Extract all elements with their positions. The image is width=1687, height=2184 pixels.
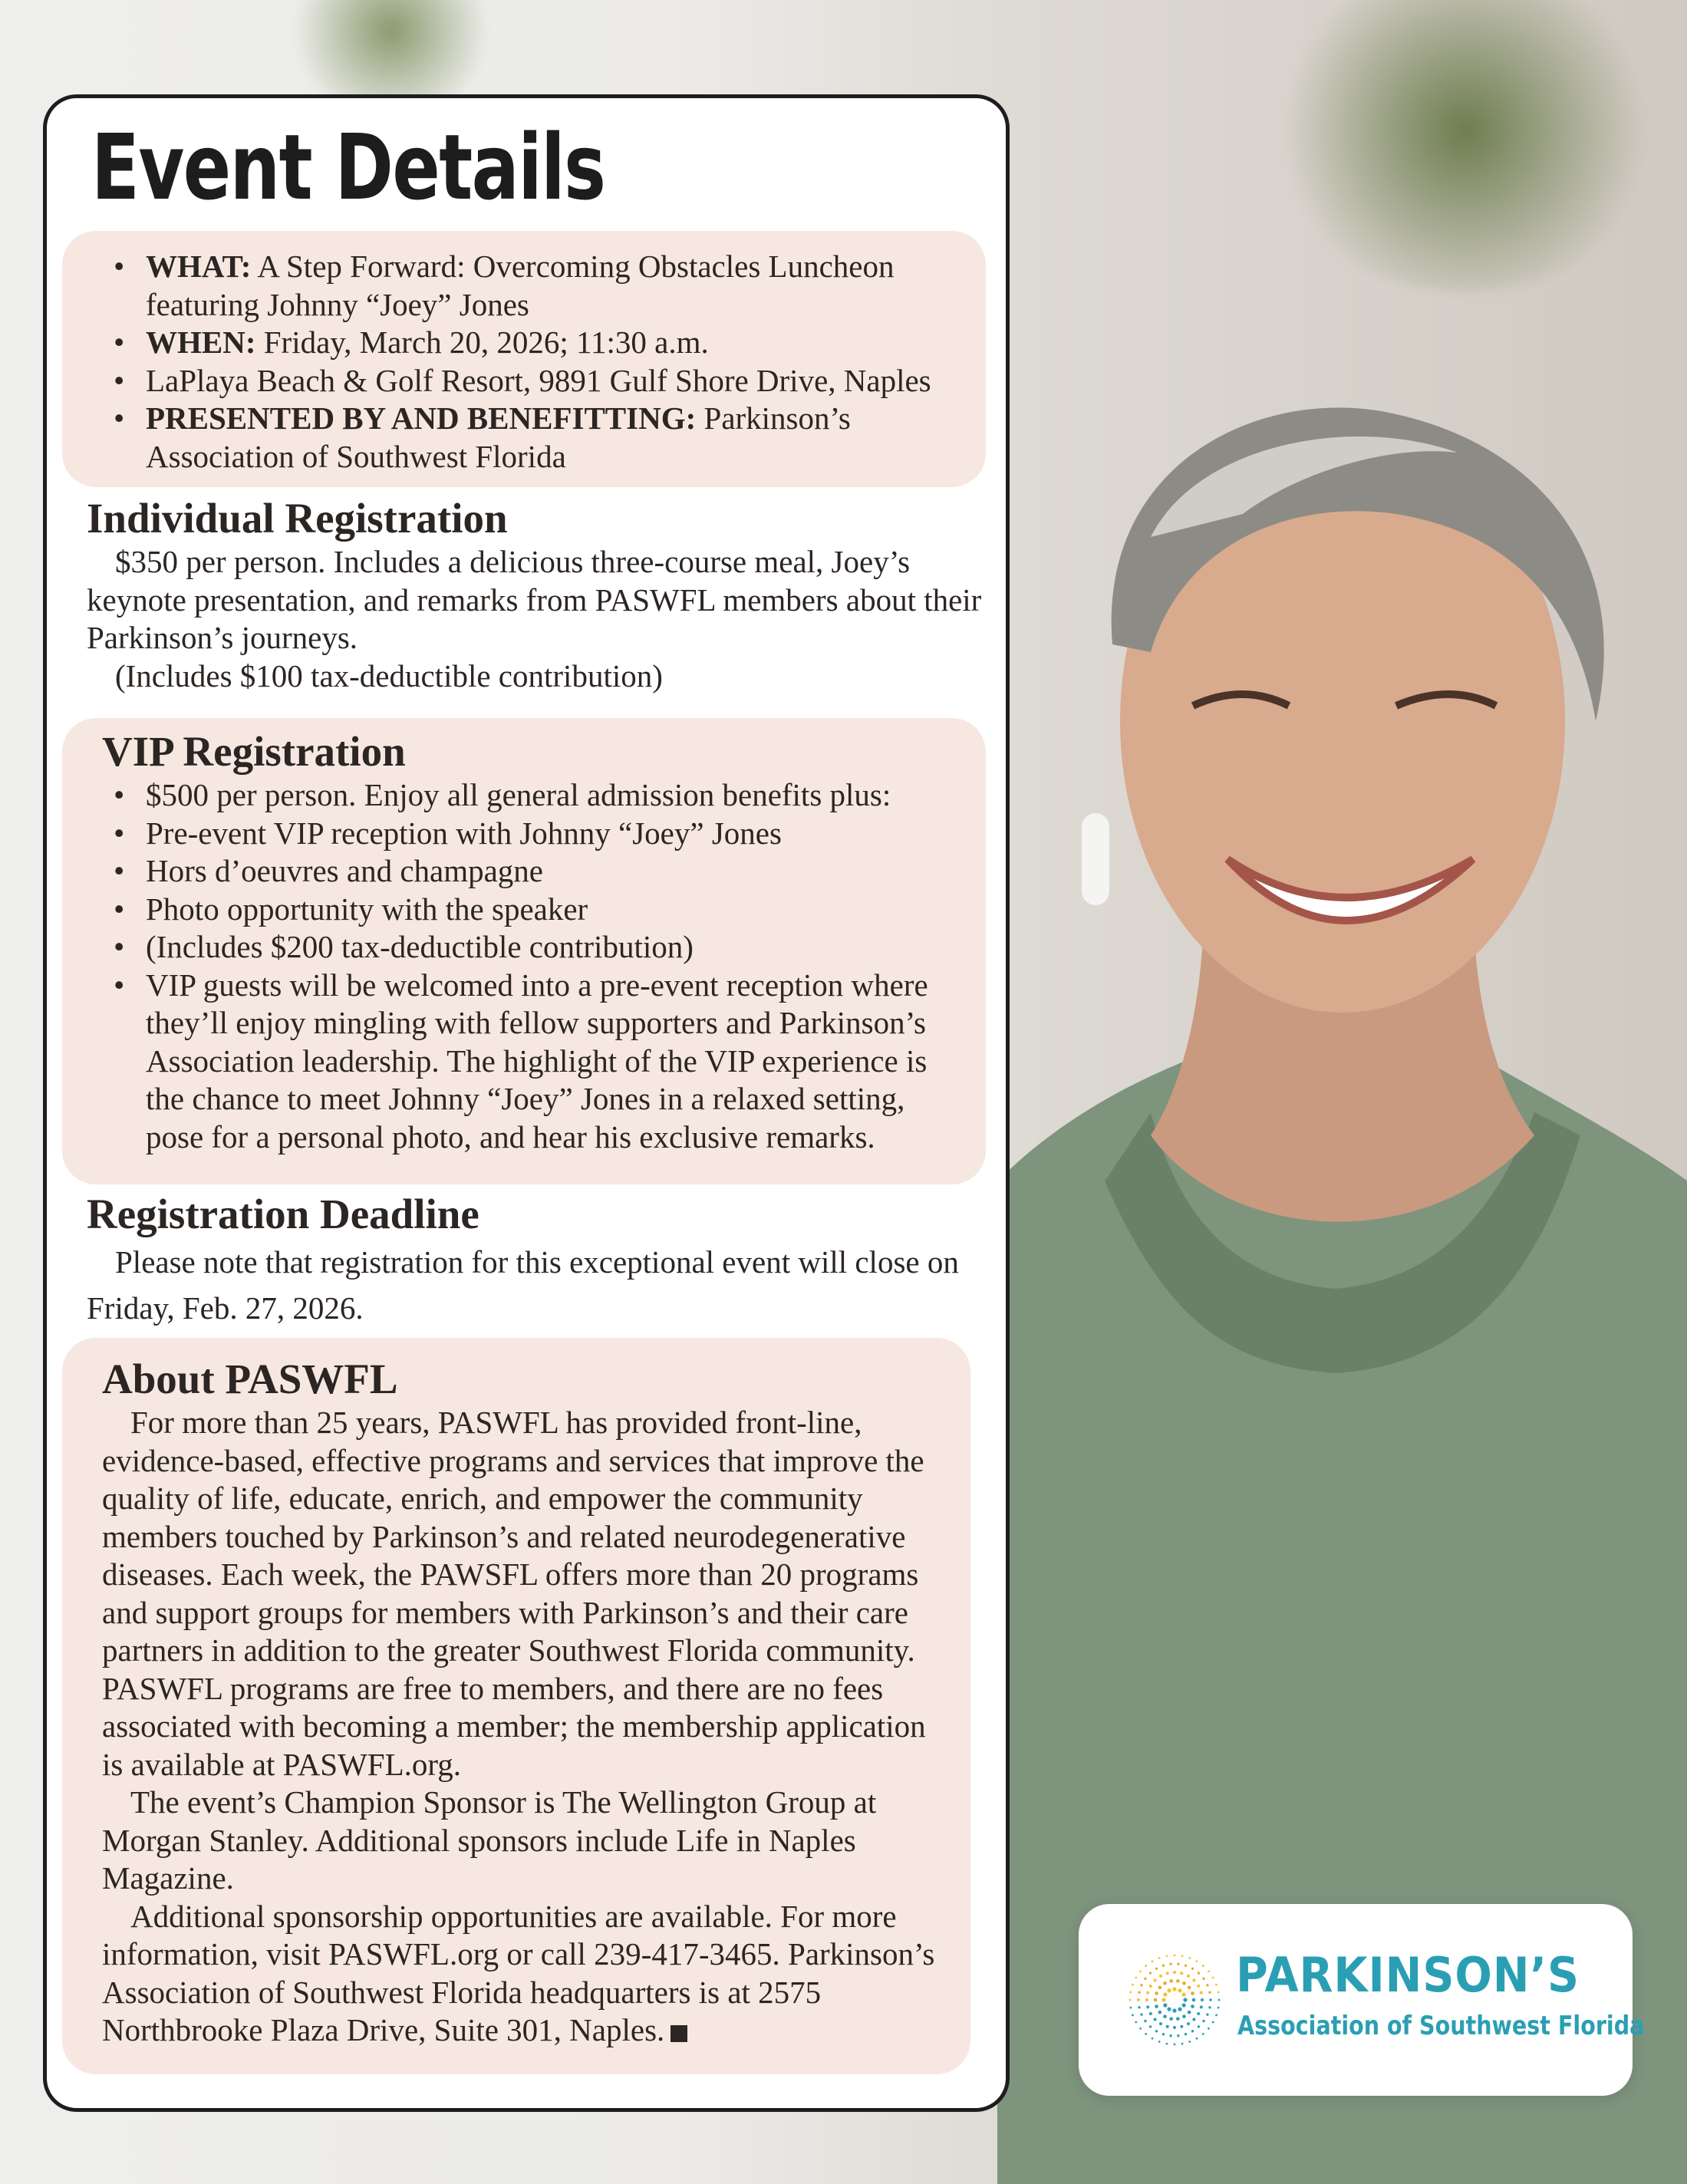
logo-dot [1154,1998,1158,2002]
logo-dot [1182,1981,1186,1985]
logo-dot [1217,1991,1220,1994]
logo-dot [1159,1975,1162,1978]
registration-deadline-section [87,1190,992,1331]
logo-dot [1169,2034,1171,2037]
logo-dot [1198,1972,1200,1974]
logo-dot [1182,2014,1186,2018]
individual-registration-section [87,494,992,695]
logo-dot [1163,2003,1167,2007]
logo-dot [1191,1991,1194,1995]
parkinsons-association-logo [1079,1904,1645,2096]
logo-dot [1132,2014,1134,2016]
logo-dot [1167,2008,1171,2011]
logo-dot [1154,2018,1157,2021]
logo-dot [1166,1972,1169,1975]
logo-dot [1217,2007,1220,2009]
logo-dot [1158,2011,1162,2014]
logo-dot [1152,1960,1154,1962]
logo-dot [1138,2006,1140,2008]
logo-dot [1163,2014,1167,2018]
logo-dot [1198,2025,1200,2028]
logo-dot [1149,2025,1152,2028]
logo-dot [1161,1998,1165,2001]
logo-dot [1196,1960,1198,1962]
logo-dot [1146,2005,1149,2008]
logo-dot [1183,1998,1187,2001]
logo-dot [1178,2008,1181,2011]
logo-dot [1208,2028,1210,2030]
logo-dot [1145,1998,1148,2001]
logo-dot [1206,1984,1208,1986]
logo-dot [1140,1984,1142,1986]
logo-dot [1169,1963,1171,1965]
logo-dot [1145,2033,1147,2035]
logo-dot [1166,2043,1168,2045]
logo-dot [1158,1986,1162,1990]
logo-dot [1135,1977,1137,1979]
logo-dot [1144,2020,1146,2022]
event-summary-panel [62,231,986,487]
logo-dot [1176,2017,1180,2021]
logo-dot [1188,2041,1191,2043]
logo-dot [1182,2003,1186,2007]
logo-dot [1212,1977,1214,1979]
logo-dot [1169,2017,1173,2021]
about-paragraph: Additional sponsorship opportunities are available. For more information, visit PASWFL.org or call 239-417-3465. Parkinson’s Association of Southwest Florida headquarters is at 2575 Northbrooke Plaza Drive, Suite 301, Naples. [102,1898,935,2047]
logo-dot [1158,2041,1161,2043]
logo-dot [1162,1965,1165,1967]
logo-dot [1197,1985,1200,1988]
logo-dot [1180,2025,1183,2028]
logo-dot [1192,1998,1196,2002]
logo-dot [1191,2030,1194,2032]
logo-dot [1191,1968,1194,1970]
logo-dot [1202,2020,1204,2022]
logo-dot [1215,1984,1217,1986]
logo-name: PARKINSON’S [1236,1947,1580,2003]
logo-dot [1140,2013,1142,2015]
logo-dot [1187,1975,1190,1978]
logo-dot [1163,1981,1167,1985]
logo-dot [1172,1987,1176,1991]
logo-dot [1139,1970,1142,1972]
list-item: • $500 per person. Enjoy all general admission benefits plus: [102,776,963,815]
logo-subtitle: Association of Southwest Florida [1237,2011,1645,2041]
individual-registration-note: (Includes $100 tax-deductible contribution) [115,657,663,693]
logo-dot [1185,1965,1187,1967]
logo-dot [1155,2004,1158,2008]
logo-dot [1174,1955,1176,1957]
logo-dot [1181,1955,1184,1957]
page-title: Event Details [91,114,605,220]
about-paswfl-heading: About PASWFL [102,1356,398,1402]
logo-dot [1208,2006,1211,2008]
list-item: • VIP guests will be welcomed into a pre-event reception where they’ll enjoy mingling with fellow supporters and Parkinson’s Association leadership. The highlight of the VIP experience is the chance to meet Johnny “Joey” Jones in a relaxed setting, pose for a personal photo, and hear his exclusive remarks. [102,967,963,1157]
logo-dot [1146,1991,1149,1995]
list-item: • LaPlaya Beach & Golf Resort, 9891 Gulf Shore Drive, Naples [102,362,963,400]
logo-dot [1132,1984,1134,1986]
logo-dot [1152,2037,1154,2040]
logo-dot [1173,2026,1176,2029]
vip-registration-panel [62,718,986,1184]
logo-dot [1154,1979,1157,1982]
logo-dot [1192,2018,1195,2021]
logo-dot [1202,1978,1204,1980]
logo-dot [1129,2007,1132,2009]
logo-dot [1149,2012,1152,2015]
logo-dot [1162,2033,1165,2035]
logo-dot [1180,1972,1183,1975]
logo-dot [1182,1992,1186,1996]
logo-dot [1159,2022,1162,2025]
list-item: • WHAT: A Step Forward: Overcoming Obstacles Luncheon featuring Johnny “Joey” Jones [102,248,963,324]
logo-dot [1208,1991,1211,1994]
logo-dot [1178,1988,1181,1992]
logo-dot [1149,1972,1152,1974]
logo-dot [1166,1955,1168,1957]
logo-dot [1218,1999,1221,2001]
list-item: • Photo opportunity with the speaker [102,891,963,929]
list-item: • WHEN: Friday, March 20, 2026; 11:30 a.m. [102,324,963,362]
logo-dot [1137,1998,1139,2001]
logo-dot [1163,1992,1167,1996]
event-details-card [43,94,1010,2112]
logo-dot [1149,1985,1152,1988]
logo-dot [1197,2012,1200,2015]
logo-dot [1177,2034,1179,2037]
logo-dot [1187,2022,1190,2025]
logo-dot [1138,1991,1140,1994]
logo-dot [1144,1978,1146,1980]
individual-registration-heading: Individual Registration [87,495,508,542]
logo-dot [1192,1979,1195,1982]
logo-dot [1174,2044,1176,2046]
logo-dot [1185,2033,1187,2035]
list-item: • PRESENTED BY AND BENEFITTING: Parkinson’s Association of Southwest Florida [102,400,963,476]
event-details-list [102,248,963,476]
list-item: • Pre-event VIP reception with Johnny “Joey” Jones [102,815,963,853]
logo-dot [1135,2021,1137,2024]
logo-dot [1201,1998,1204,2001]
logo-dot [1176,1979,1180,1983]
logo-dot [1206,2013,1208,2015]
logo-dot [1145,1965,1147,1967]
logo-dot [1188,1957,1191,1959]
logo-dot [1167,1988,1171,1992]
sunburst-logo-icon [1125,1950,1224,2050]
list-item: • (Includes $200 tax-deductible contribution) [102,928,963,967]
logo-dot [1200,1991,1203,1995]
logo-dot [1169,1979,1173,1983]
logo-dot [1177,1963,1179,1965]
logo-dot [1202,1965,1204,1967]
logo-dot [1155,1991,1158,1995]
logo-dot [1166,2025,1169,2028]
foliage [1266,0,1665,292]
vip-registration-heading: VIP Registration [102,728,406,775]
logo-dot [1191,2004,1194,2008]
logo-dot [1181,2043,1184,2045]
logo-dot [1129,1999,1132,2001]
logo-dot [1139,2028,1142,2030]
logo-dot [1155,1968,1158,1970]
registration-deadline-body: Please note that registration for this exceptional event will close on Friday, Feb. 27, 2026. [87,1244,959,1326]
logo-dot [1129,1991,1132,1994]
vip-benefits-list [102,776,963,1156]
logo-dot [1155,2030,1158,2032]
logo-dot [1188,1986,1191,1990]
foliage [276,0,506,107]
logo-dot [1202,2033,1204,2035]
logo-dot [1209,1998,1211,2001]
logo-dot [1158,1957,1161,1959]
logo-dot [1200,2005,1203,2008]
logo-dot [1208,1970,1210,1972]
logo-dot [1212,2021,1214,2024]
logo-dot [1188,2011,1191,2014]
logo-dot [1196,2037,1198,2040]
individual-registration-body: $350 per person. Includes a delicious three-course meal, Joey’s keynote presentation, and remarks from PASWFL members about their Parkinson’s journeys. [87,544,982,655]
logo-dot [1172,2008,1176,2012]
list-item: • Hors d’oeuvres and champagne [102,852,963,891]
about-paswfl-panel [62,1338,970,2074]
registration-deadline-heading: Registration Deadline [87,1191,479,1237]
logo-dot [1215,2014,1217,2016]
about-paragraph: The event’s Champion Sponsor is The Wellington Group at Morgan Stanley. Additional sponsors include Life in Naples Magazine. [102,1784,877,1896]
end-mark-icon [671,2025,687,2042]
logo-dot [1173,1971,1176,1974]
about-paragraph: For more than 25 years, PASWFL has provided front-line, evidence-based, effective programs and services that improve the quality of life, educate, enrich, and empower the community members touched by Parkinson’s and related neurodegenerative diseases. Each week, the PAWSFL offers more than 20 programs and support groups for members with Parkinson’s and their care partners in addition to the greater Southwest Florida community. PASWFL programs are free to members, and there are no fees associated with becoming a member; the membership application is available at PASWFL.org. [102,1405,926,1782]
